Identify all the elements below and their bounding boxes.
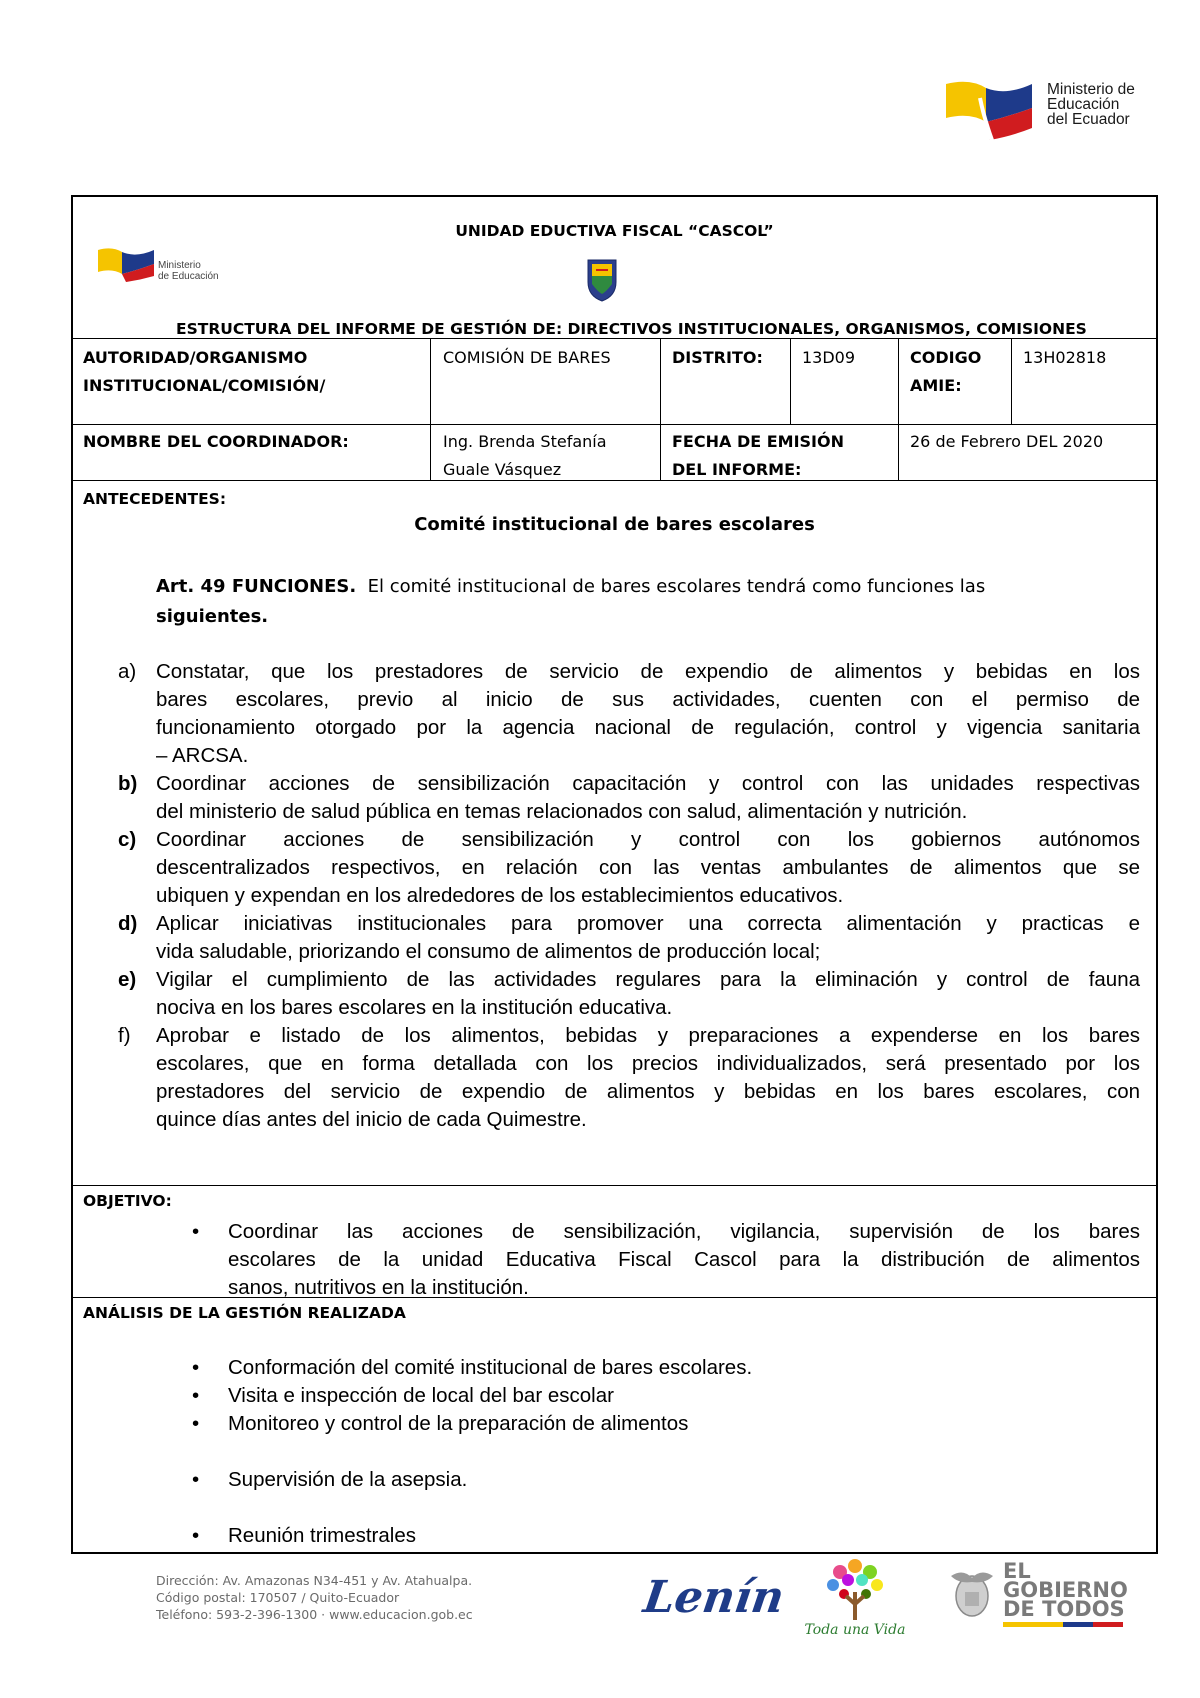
list-item bbox=[71, 826, 1140, 910]
lenin-logo: Lenín bbox=[640, 1572, 788, 1623]
list-item bbox=[71, 910, 1140, 966]
list-marker: d) bbox=[118, 912, 138, 935]
functions-list bbox=[71, 658, 1140, 1134]
ministry-logo-line: Educación bbox=[1047, 96, 1120, 113]
toda-una-vida-logo bbox=[800, 1552, 910, 1652]
col-divider bbox=[898, 424, 899, 480]
list-line: bares escolares, previo al inicio de sus actividades, cuenten con el permiso de bbox=[156, 688, 1140, 711]
objetivo-label: OBJETIVO: bbox=[83, 1192, 172, 1210]
col-divider bbox=[898, 338, 899, 424]
list-marker: a) bbox=[118, 660, 137, 683]
gobierno-line: DE TODOS bbox=[1003, 1597, 1125, 1621]
ministry-logo bbox=[940, 78, 1180, 148]
col-divider bbox=[430, 338, 431, 424]
list-marker: b) bbox=[118, 772, 138, 795]
row-divider bbox=[71, 424, 1158, 425]
emission-label bbox=[672, 428, 844, 484]
gobierno-logo bbox=[943, 1559, 1128, 1632]
analisis-label: ANÁLISIS DE LA GESTIÓN REALIZADA bbox=[83, 1304, 406, 1322]
amie-value: 13H02818 bbox=[1023, 348, 1107, 367]
col-divider bbox=[430, 424, 431, 480]
gobierno-line: GOBIERNO bbox=[1003, 1578, 1128, 1602]
list-item bbox=[71, 658, 1140, 770]
article-line: El comité institucional de bares escolares tendrá como funciones las bbox=[367, 576, 986, 597]
gobierno-flag-bar bbox=[1003, 1622, 1123, 1627]
list-line: nociva en los bares escolares en la institución educativa. bbox=[156, 996, 673, 1019]
education-logo bbox=[96, 246, 246, 286]
analisis-list bbox=[71, 1354, 1140, 1550]
row-divider bbox=[71, 480, 1158, 481]
objetivo-list bbox=[71, 1218, 1140, 1302]
list-item bbox=[71, 966, 1140, 1022]
antecedentes-label: ANTECEDENTES: bbox=[83, 490, 227, 508]
amie-label bbox=[910, 344, 981, 400]
education-logo-line: Ministerio bbox=[158, 260, 201, 271]
school-title: UNIDAD EDUCTIVA FISCAL “CASCOL” bbox=[455, 222, 774, 240]
structure-title: ESTRUCTURA DEL INFORME DE GESTIÓN DE: DIRECTIVOS INSTITUCIONALES, ORGANISMOS, COMISIONES bbox=[176, 320, 1087, 338]
article-line: siguientes. bbox=[156, 606, 269, 627]
list-line: ubiquen y expendan en los alrededores de los establecimientos educativos. bbox=[156, 884, 844, 907]
list-line: prestadores del servicio de expendio de alimentos y bebidas en los bares escolares, con bbox=[156, 1080, 1140, 1103]
antecedentes-subtitle: Comité institucional de bares escolares bbox=[414, 514, 815, 535]
list-line: Aprobar e listado de los alimentos, bebidas y preparaciones a expenderse en los bares bbox=[156, 1024, 1140, 1047]
list-line: escolares, que en forma detallada con los precios individualizados, será presentado por los bbox=[156, 1052, 1140, 1075]
col-divider bbox=[660, 338, 661, 424]
objetivo-line: escolares de la unidad Educativa Fiscal Cascol para la distribución de alimentos bbox=[228, 1248, 1140, 1271]
list-item: • Supervisión de la asepsia. bbox=[71, 1466, 1140, 1494]
footer-address bbox=[156, 1572, 473, 1623]
list-item: • Reunión trimestrales bbox=[71, 1522, 1140, 1550]
tree-icon bbox=[800, 1552, 910, 1624]
list-item: • Conformación del comité institucional de bares escolares. bbox=[71, 1354, 1140, 1382]
list-line: Coordinar acciones de sensibilización y control con los gobiernos autónomos bbox=[156, 828, 1140, 851]
authority-label bbox=[83, 344, 325, 400]
amie-label-line: AMIE: bbox=[910, 376, 962, 395]
education-flag-icon bbox=[96, 246, 158, 282]
article-heading: Art. 49 FUNCIONES. bbox=[156, 576, 357, 597]
emission-value: 26 de Febrero DEL 2020 bbox=[910, 432, 1104, 451]
authority-value: COMISIÓN DE BARES bbox=[443, 348, 611, 367]
list-line: Coordinar acciones de sensibilización capacitación y control con las unidades respectivas bbox=[156, 772, 1140, 795]
list-item: • Visita e inspección de local del bar escolar bbox=[71, 1382, 1140, 1410]
authority-label-line: INSTITUCIONAL/COMISIÓN/ bbox=[83, 376, 326, 395]
footer-address-line: Teléfono: 593-2-396-1300 · www.educacion.gob.ec bbox=[156, 1607, 473, 1622]
education-logo-line: de Educación bbox=[158, 271, 219, 282]
coordinator-value bbox=[443, 428, 607, 484]
list-marker: e) bbox=[118, 968, 137, 991]
col-divider bbox=[790, 338, 791, 424]
list-marker: f) bbox=[118, 1024, 131, 1047]
toda-una-vida-text: Toda una Vida bbox=[804, 1622, 906, 1638]
list-item bbox=[71, 770, 1140, 826]
footer-address-line: Código postal: 170507 / Quito-Ecuador bbox=[156, 1590, 400, 1605]
col-divider bbox=[660, 424, 661, 480]
ministry-logo-line: Ministerio de bbox=[1047, 81, 1135, 98]
coordinator-value-line: Guale Vásquez bbox=[443, 460, 562, 479]
list-line: Constatar, que los prestadores de servicio de expendio de alimentos y bebidas en los bbox=[156, 660, 1140, 683]
emission-label-line: FECHA DE EMISIÓN bbox=[672, 432, 844, 451]
list-item bbox=[71, 1218, 1140, 1302]
list-line: quince días antes del inicio de cada Quimestre. bbox=[156, 1108, 587, 1131]
row-divider bbox=[71, 338, 1158, 339]
emission-label-line: DEL INFORME: bbox=[672, 460, 802, 479]
list-line: – ARCSA. bbox=[156, 744, 249, 767]
list-line: del ministerio de salud pública en temas relacionados con salud, alimentación y nutrición. bbox=[156, 800, 968, 823]
footer-address-line: Dirección: Av. Amazonas N34-451 y Av. Atahualpa. bbox=[156, 1573, 473, 1588]
col-divider bbox=[1011, 338, 1012, 424]
objetivo-line: • Coordinar las acciones de sensibilización, vigilancia, supervisión de los bares bbox=[228, 1220, 1140, 1243]
list-line: funcionamiento otorgado por la agencia nacional de regulación, control y vigencia sanitaria bbox=[156, 716, 1140, 739]
district-value: 13D09 bbox=[802, 348, 856, 367]
list-line: descentralizados respectivos, en relación con las ventas ambulantes de alimentos que se bbox=[156, 856, 1140, 879]
list-line: vida saludable, priorizando el consumo de alimentos de producción local; bbox=[156, 940, 821, 963]
coordinator-label: NOMBRE DEL COORDINADOR: bbox=[83, 432, 349, 451]
list-marker: c) bbox=[118, 828, 137, 851]
list-item: • Monitoreo y control de la preparación de alimentos bbox=[71, 1410, 1140, 1438]
amie-label-line: CODIGO bbox=[910, 348, 982, 367]
gobierno-line: EL bbox=[1003, 1559, 1031, 1583]
school-crest-icon bbox=[586, 256, 618, 302]
authority-label-line: AUTORIDAD/ORGANISMO bbox=[83, 348, 308, 367]
district-label: DISTRITO: bbox=[672, 348, 763, 367]
objetivo-line: sanos, nutritivos en la institución. bbox=[228, 1276, 529, 1299]
coat-of-arms-icon bbox=[943, 1566, 1001, 1624]
row-divider bbox=[71, 1185, 1158, 1186]
list-line: Aplicar iniciativas institucionales para promover una correcta alimentación y practicas e bbox=[156, 912, 1140, 935]
ministry-flag-icon bbox=[940, 78, 1050, 144]
list-item bbox=[71, 1022, 1140, 1134]
list-line: Vigilar el cumplimiento de las actividades regulares para la eliminación y control de fauna bbox=[156, 968, 1140, 991]
ministry-logo-line: del Ecuador bbox=[1047, 111, 1130, 128]
coordinator-value-line: Ing. Brenda Stefanía bbox=[443, 432, 607, 451]
article-text bbox=[156, 572, 985, 632]
